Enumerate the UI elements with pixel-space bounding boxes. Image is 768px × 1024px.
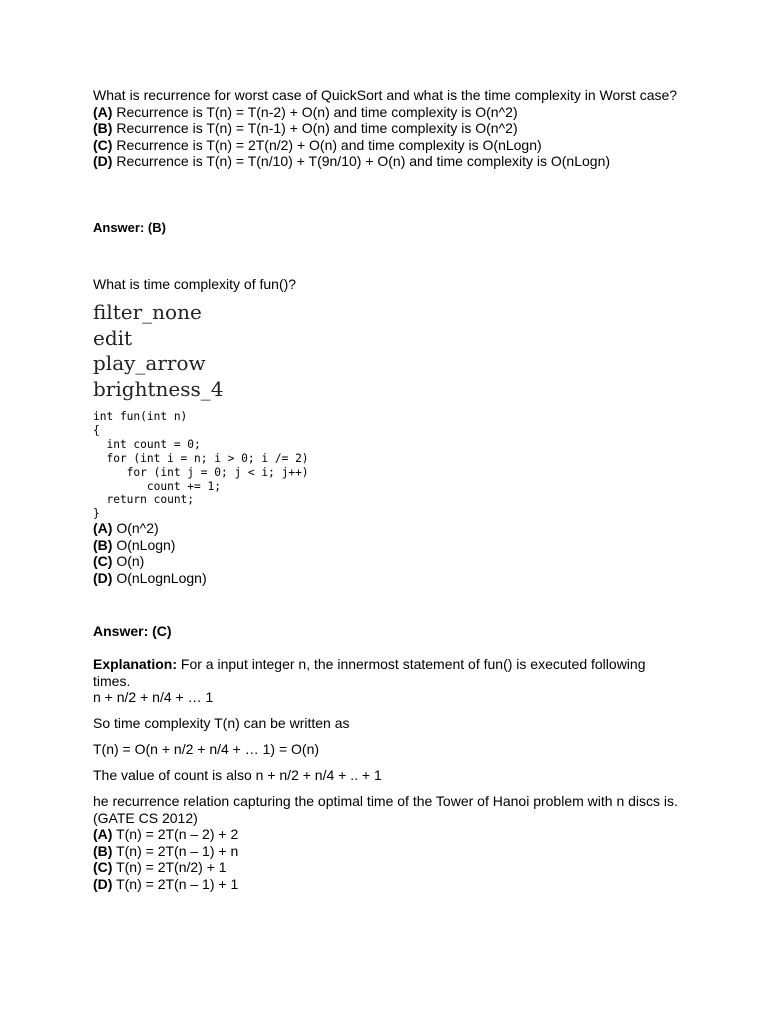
question-2-option-c	[93, 553, 207, 570]
question-2-option-b	[93, 537, 207, 554]
question-1-option-c	[93, 137, 683, 154]
option-text: T(n) = 2T(n – 1) + 1	[112, 875, 239, 892]
option-text: Recurrence is T(n) = T(n-1) + O(n) and time complexity is O(n^2)	[112, 120, 518, 136]
option-key: (D)	[93, 153, 113, 169]
option-text: O(nLogn)	[112, 536, 176, 553]
option-text: O(n)	[112, 553, 145, 569]
play-arrow-button[interactable]: play_arrow	[93, 351, 206, 375]
filter-none-button[interactable]: filter_none	[93, 300, 202, 324]
option-key: (D)	[93, 569, 113, 586]
question-2-option-a	[93, 520, 207, 537]
option-text: Recurrence is T(n) = 2T(n/2) + O(n) and time complexity is O(nLogn)	[112, 136, 542, 153]
question-3-stem: he recurrence relation capturing the optimal time of the Tower of Hanoi problem with n discs is. (GATE CS 2012)	[93, 793, 678, 826]
option-text: T(n) = 2T(n – 2) + 2	[112, 826, 239, 842]
question-3-option-c	[93, 859, 683, 876]
brightness-button[interactable]: brightness_4	[93, 376, 224, 401]
option-text: Recurrence is T(n) = T(n-2) + O(n) and time complexity is O(n^2)	[112, 103, 518, 120]
option-key: (B)	[93, 842, 113, 859]
code-block: int fun(int n) { int count = 0; for (int i = n; i > 0; i /= 2) for (int j = 0; j < i; j++) count += 1; return count; }	[93, 410, 309, 521]
question-3-option-a	[93, 826, 683, 843]
question-2-stem: What is time complexity of fun()?	[93, 276, 297, 292]
question-1-option-a	[93, 104, 683, 121]
question-1	[93, 87, 683, 170]
explanation	[93, 656, 683, 706]
explanation-label: Explanation:	[93, 656, 178, 672]
option-key: (B)	[93, 120, 113, 136]
explanation-text: For a input integer n, the innermost statement of fun() is executed following times.	[93, 656, 646, 689]
option-text: O(n^2)	[112, 520, 159, 536]
option-key: (C)	[93, 859, 113, 875]
option-key: (C)	[93, 136, 113, 153]
question-3-option-b	[93, 843, 683, 860]
question-1-option-d	[93, 153, 683, 170]
option-key: (D)	[93, 875, 113, 892]
option-key: (A)	[93, 103, 113, 120]
question-2-option-d	[93, 570, 207, 587]
question-1-stem: What is recurrence for worst case of QuickSort and what is the time complexity in Worst case?	[93, 87, 678, 103]
option-key: (A)	[93, 520, 113, 536]
option-key: (C)	[93, 553, 113, 569]
question-2-options	[93, 520, 207, 586]
code-toolbar	[93, 300, 223, 402]
option-text: Recurrence is T(n) = T(n/10) + T(9n/10) + O(n) and time complexity is O(nLogn)	[112, 153, 611, 169]
option-text: T(n) = 2T(n/2) + 1	[112, 859, 227, 875]
explanation-line-3: The value of count is also n + n/2 + n/4 + .. + 1	[93, 767, 382, 783]
document-page	[93, 87, 683, 892]
question-1-option-b	[93, 120, 683, 137]
explanation-series: n + n/2 + n/4 + … 1	[93, 689, 214, 705]
question-1-answer: Answer: (B)	[93, 220, 166, 235]
explanation-line-1: So time complexity T(n) can be written as	[93, 715, 350, 731]
option-text: T(n) = 2T(n – 1) + n	[112, 842, 239, 859]
explanation-line-2: T(n) = O(n + n/2 + n/4 + … 1) = O(n)	[93, 741, 320, 757]
question-3-option-d	[93, 876, 683, 893]
question-2-answer: Answer: (C)	[93, 623, 172, 639]
question-3	[93, 793, 683, 892]
edit-button[interactable]: edit	[93, 325, 133, 350]
option-text: O(nLognLogn)	[112, 569, 207, 586]
option-key: (A)	[93, 826, 113, 842]
option-key: (B)	[93, 536, 113, 553]
